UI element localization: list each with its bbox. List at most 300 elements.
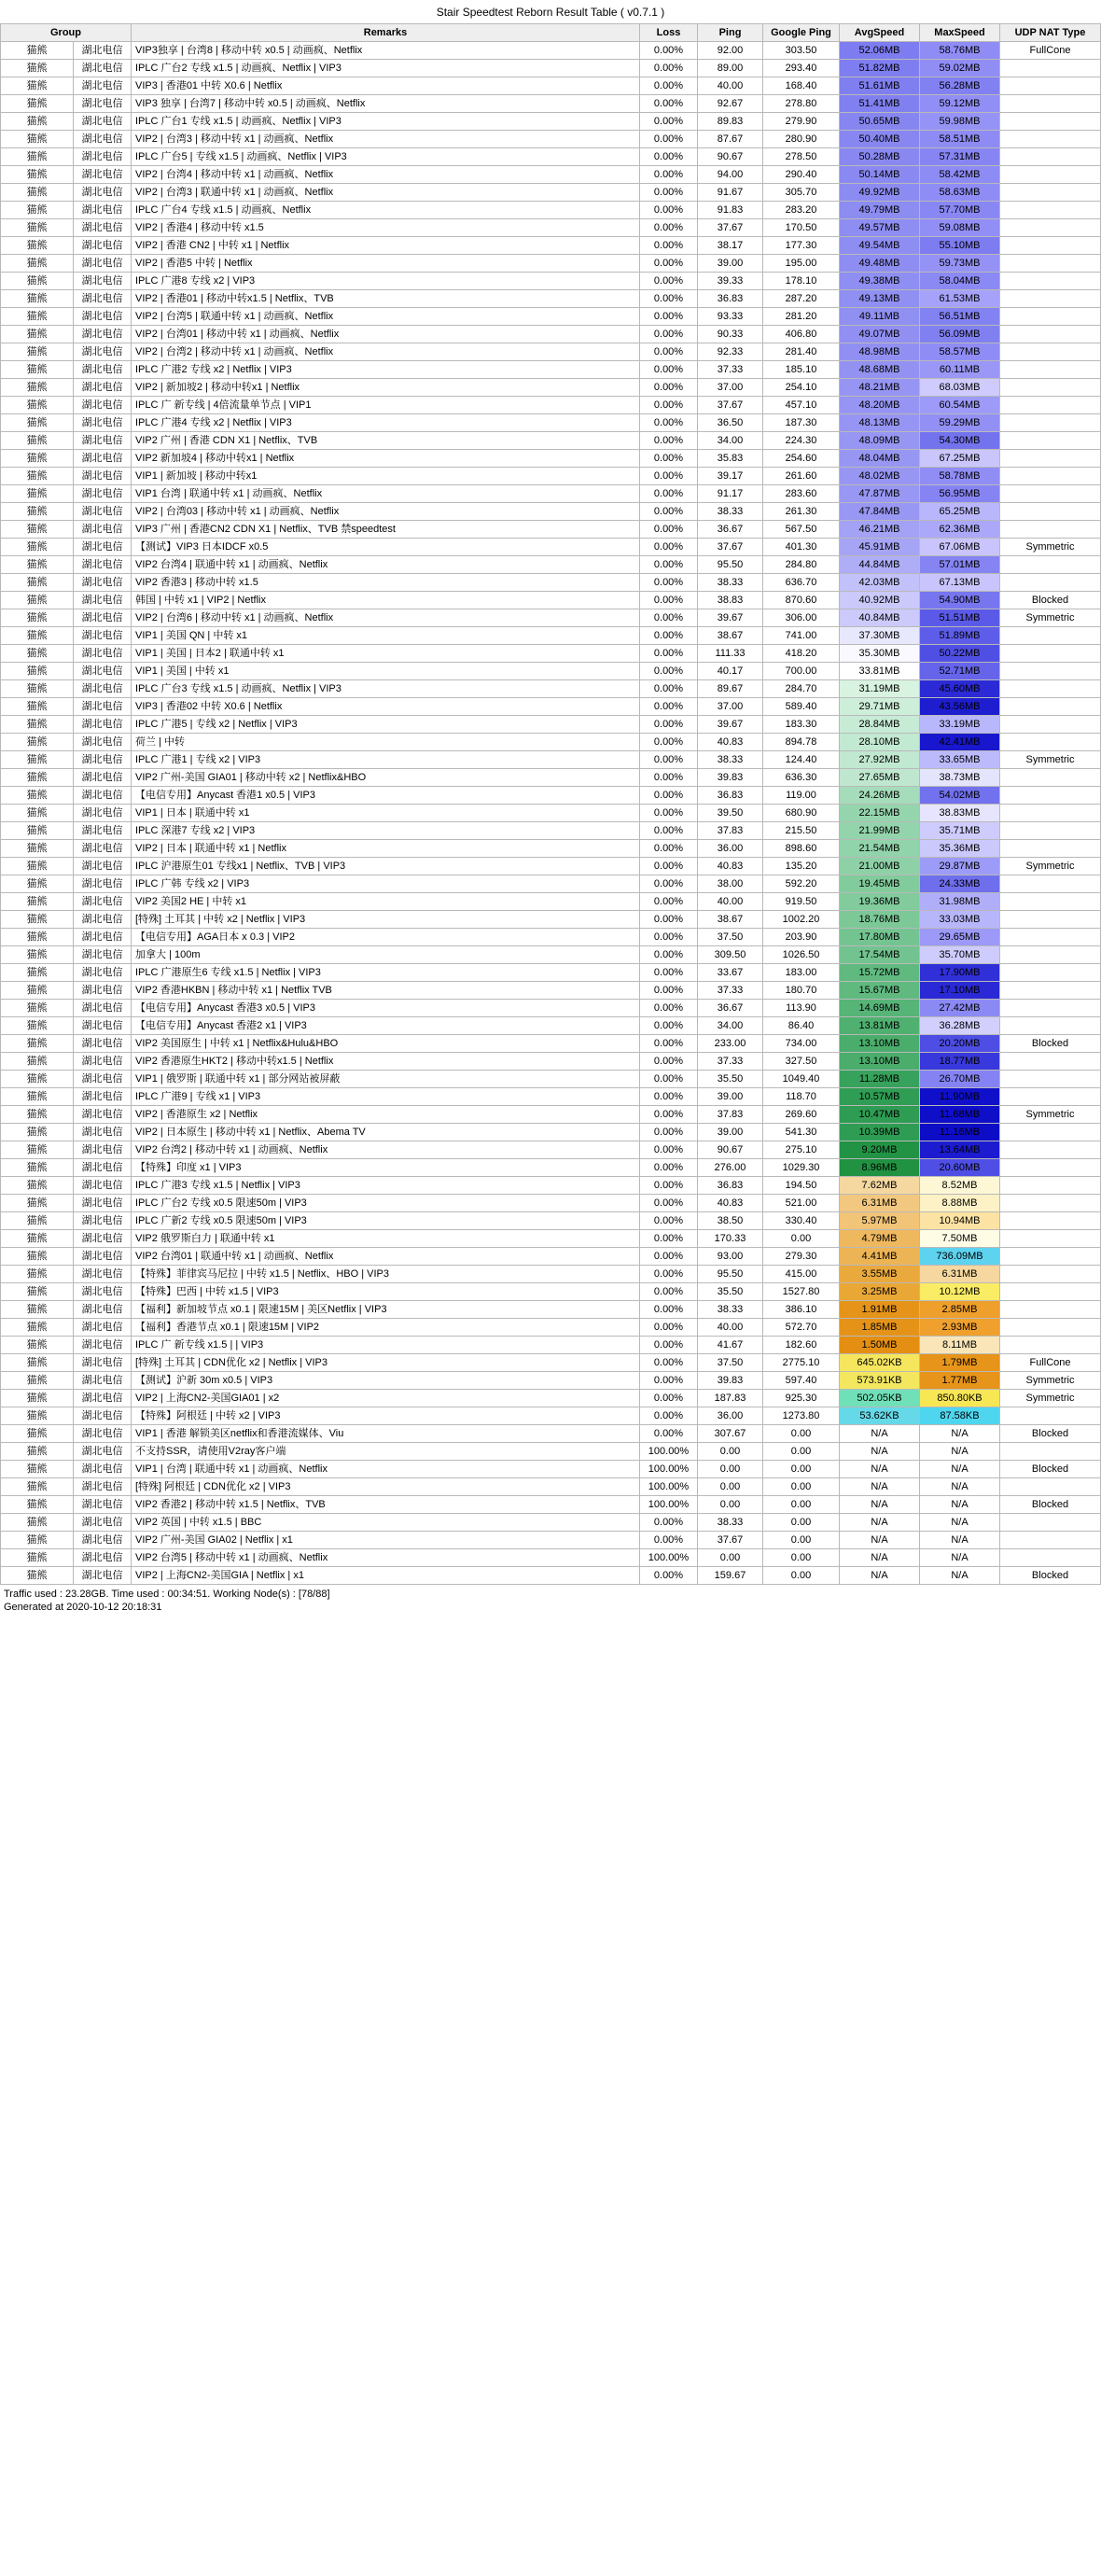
table-row	[1, 343, 1101, 361]
cell-group-2: 湖北电信	[74, 326, 132, 343]
cell-group-1: 猫熊	[1, 1549, 74, 1567]
cell-google-ping: 182.60	[763, 1337, 840, 1354]
cell-group-2: 湖北电信	[74, 911, 132, 929]
cell-group-1: 猫熊	[1, 308, 74, 326]
cell-udp-nat-type	[1000, 1443, 1101, 1461]
cell-remarks: 【特殊】阿根廷 | 中转 x2 | VIP3	[132, 1407, 640, 1425]
cell-udp-nat-type: Symmetric	[1000, 751, 1101, 769]
cell-ping: 95.50	[698, 1266, 763, 1283]
cell-group-1: 猫熊	[1, 1230, 74, 1248]
cell-maxspeed: 51.51MB	[920, 609, 1000, 627]
table-row	[1, 627, 1101, 645]
table-row	[1, 1461, 1101, 1478]
cell-google-ping: 135.20	[763, 858, 840, 875]
cell-google-ping: 183.30	[763, 716, 840, 734]
table-row	[1, 1212, 1101, 1230]
cell-loss: 0.00%	[640, 1071, 698, 1088]
cell-group-1: 猫熊	[1, 77, 74, 95]
table-row	[1, 379, 1101, 397]
cell-loss: 0.00%	[640, 148, 698, 166]
cell-ping: 89.83	[698, 113, 763, 131]
cell-remarks: VIP2 | 台湾2 | 移动中转 x1 | 动画疯、Netflix	[132, 343, 640, 361]
cell-group-2: 湖北电信	[74, 982, 132, 1000]
cell-loss: 0.00%	[640, 1407, 698, 1425]
table-header-row	[1, 24, 1101, 42]
cell-google-ping: 741.00	[763, 627, 840, 645]
cell-maxspeed: 17.10MB	[920, 982, 1000, 1000]
column-header-google-ping: Google Ping	[763, 24, 840, 42]
cell-group-1: 猫熊	[1, 166, 74, 184]
cell-avgspeed: 19.36MB	[840, 893, 920, 911]
cell-group-2: 湖北电信	[74, 503, 132, 521]
cell-avgspeed: 49.48MB	[840, 255, 920, 273]
cell-loss: 0.00%	[640, 77, 698, 95]
cell-google-ping: 279.90	[763, 113, 840, 131]
cell-udp-nat-type	[1000, 929, 1101, 946]
cell-google-ping: 636.30	[763, 769, 840, 787]
cell-remarks: VIP2 | 香港 CN2 | 中转 x1 | Netflix	[132, 237, 640, 255]
cell-group-2: 湖北电信	[74, 343, 132, 361]
table-row	[1, 1106, 1101, 1124]
cell-google-ping: 0.00	[763, 1425, 840, 1443]
cell-group-2: 湖北电信	[74, 1425, 132, 1443]
cell-group-2: 湖北电信	[74, 875, 132, 893]
table-row	[1, 1000, 1101, 1017]
cell-google-ping: 925.30	[763, 1390, 840, 1407]
cell-avgspeed: 13.81MB	[840, 1017, 920, 1035]
cell-ping: 36.83	[698, 787, 763, 805]
cell-group-1: 猫熊	[1, 734, 74, 751]
cell-udp-nat-type	[1000, 166, 1101, 184]
cell-maxspeed: 45.60MB	[920, 680, 1000, 698]
cell-group-2: 湖北电信	[74, 539, 132, 556]
cell-google-ping: 284.80	[763, 556, 840, 574]
cell-avgspeed: 10.39MB	[840, 1124, 920, 1141]
cell-maxspeed: 8.52MB	[920, 1177, 1000, 1195]
cell-ping: 38.33	[698, 574, 763, 592]
cell-loss: 0.00%	[640, 1354, 698, 1372]
cell-google-ping: 305.70	[763, 184, 840, 202]
cell-loss: 0.00%	[640, 680, 698, 698]
cell-loss: 0.00%	[640, 432, 698, 450]
cell-maxspeed: N/A	[920, 1425, 1000, 1443]
table-row	[1, 1337, 1101, 1354]
cell-remarks: VIP2 台湾01 | 联通中转 x1 | 动画疯、Netflix	[132, 1248, 640, 1266]
table-row	[1, 787, 1101, 805]
table-row	[1, 1372, 1101, 1390]
cell-avgspeed: 51.41MB	[840, 95, 920, 113]
cell-udp-nat-type	[1000, 397, 1101, 414]
cell-loss: 0.00%	[640, 219, 698, 237]
cell-group-2: 湖北电信	[74, 1283, 132, 1301]
cell-avgspeed: 22.15MB	[840, 805, 920, 822]
cell-ping: 35.50	[698, 1283, 763, 1301]
cell-ping: 38.33	[698, 503, 763, 521]
cell-ping: 91.83	[698, 202, 763, 219]
cell-group-2: 湖北电信	[74, 113, 132, 131]
cell-udp-nat-type	[1000, 1514, 1101, 1532]
cell-group-2: 湖北电信	[74, 1567, 132, 1585]
cell-avgspeed: 15.72MB	[840, 964, 920, 982]
cell-remarks: 韩国 | 中转 x1 | VIP2 | Netflix	[132, 592, 640, 609]
table-row	[1, 1283, 1101, 1301]
cell-group-2: 湖北电信	[74, 379, 132, 397]
cell-loss: 0.00%	[640, 184, 698, 202]
cell-group-2: 湖北电信	[74, 521, 132, 539]
cell-udp-nat-type	[1000, 822, 1101, 840]
cell-avgspeed: 10.47MB	[840, 1106, 920, 1124]
cell-avgspeed: 48.20MB	[840, 397, 920, 414]
cell-avgspeed: 19.45MB	[840, 875, 920, 893]
cell-group-1: 猫熊	[1, 1283, 74, 1301]
cell-google-ping: 283.60	[763, 485, 840, 503]
cell-maxspeed: 736.09MB	[920, 1248, 1000, 1266]
cell-remarks: VIP2 | 新加坡2 | 移动中转x1 | Netflix	[132, 379, 640, 397]
cell-maxspeed: 6.31MB	[920, 1266, 1000, 1283]
cell-ping: 35.50	[698, 1071, 763, 1088]
cell-group-1: 猫熊	[1, 1053, 74, 1071]
cell-avgspeed: 48.02MB	[840, 468, 920, 485]
cell-google-ping: 303.50	[763, 42, 840, 60]
cell-google-ping: 180.70	[763, 982, 840, 1000]
table-row	[1, 609, 1101, 627]
cell-group-1: 猫熊	[1, 787, 74, 805]
cell-avgspeed: 33.81MB	[840, 663, 920, 680]
cell-group-1: 猫熊	[1, 255, 74, 273]
cell-group-2: 湖北电信	[74, 1124, 132, 1141]
cell-google-ping: 401.30	[763, 539, 840, 556]
cell-loss: 0.00%	[640, 929, 698, 946]
cell-loss: 0.00%	[640, 875, 698, 893]
cell-group-2: 湖北电信	[74, 822, 132, 840]
cell-udp-nat-type	[1000, 1266, 1101, 1283]
cell-remarks: VIP2 | 台湾01 | 移动中转 x1 | 动画疯、Netflix	[132, 326, 640, 343]
cell-remarks: VIP2 | 香港原生 x2 | Netflix	[132, 1106, 640, 1124]
cell-google-ping: 572.70	[763, 1319, 840, 1337]
cell-remarks: VIP2 | 台湾3 | 移动中转 x1 | 动画疯、Netflix	[132, 131, 640, 148]
cell-group-2: 湖北电信	[74, 1141, 132, 1159]
cell-group-2: 湖北电信	[74, 1443, 132, 1461]
cell-group-1: 猫熊	[1, 592, 74, 609]
cell-avgspeed: N/A	[840, 1514, 920, 1532]
cell-remarks: IPLC 广港5 | 专线 x2 | Netflix | VIP3	[132, 716, 640, 734]
cell-avgspeed: 50.65MB	[840, 113, 920, 131]
cell-maxspeed: 35.71MB	[920, 822, 1000, 840]
cell-avgspeed: 49.92MB	[840, 184, 920, 202]
cell-loss: 0.00%	[640, 734, 698, 751]
cell-ping: 0.00	[698, 1549, 763, 1567]
cell-google-ping: 281.40	[763, 343, 840, 361]
cell-group-1: 猫熊	[1, 1177, 74, 1195]
table-row	[1, 148, 1101, 166]
cell-ping: 39.67	[698, 716, 763, 734]
cell-remarks: IPLC 广台2 专线 x1.5 | 动画疯、Netflix | VIP3	[132, 60, 640, 77]
cell-group-1: 猫熊	[1, 1496, 74, 1514]
cell-google-ping: 293.40	[763, 60, 840, 77]
cell-remarks: VIP2 | 上海CN2-美国GIA | Netflix | x1	[132, 1567, 640, 1585]
cell-google-ping: 0.00	[763, 1496, 840, 1514]
cell-udp-nat-type	[1000, 148, 1101, 166]
cell-avgspeed: 51.82MB	[840, 60, 920, 77]
cell-group-1: 猫熊	[1, 822, 74, 840]
cell-ping: 0.00	[698, 1478, 763, 1496]
cell-maxspeed: 27.42MB	[920, 1000, 1000, 1017]
cell-udp-nat-type: FullCone	[1000, 42, 1101, 60]
cell-loss: 0.00%	[640, 1390, 698, 1407]
cell-ping: 87.67	[698, 131, 763, 148]
cell-udp-nat-type	[1000, 379, 1101, 397]
cell-avgspeed: 13.10MB	[840, 1035, 920, 1053]
table-row	[1, 592, 1101, 609]
cell-group-2: 湖北电信	[74, 361, 132, 379]
cell-loss: 0.00%	[640, 663, 698, 680]
cell-loss: 0.00%	[640, 521, 698, 539]
cell-udp-nat-type	[1000, 1159, 1101, 1177]
table-row	[1, 1425, 1101, 1443]
cell-ping: 33.67	[698, 964, 763, 982]
cell-group-2: 湖北电信	[74, 60, 132, 77]
cell-remarks: IPLC 广港9 | 专线 x1 | VIP3	[132, 1088, 640, 1106]
table-row	[1, 1354, 1101, 1372]
cell-udp-nat-type	[1000, 290, 1101, 308]
table-row	[1, 1478, 1101, 1496]
cell-maxspeed: 57.70MB	[920, 202, 1000, 219]
table-row	[1, 1266, 1101, 1283]
cell-group-1: 猫熊	[1, 1195, 74, 1212]
cell-maxspeed: 8.88MB	[920, 1195, 1000, 1212]
cell-remarks: IPLC 广港原生6 专线 x1.5 | Netflix | VIP3	[132, 964, 640, 982]
cell-loss: 0.00%	[640, 556, 698, 574]
cell-maxspeed: 58.63MB	[920, 184, 1000, 202]
table-row	[1, 663, 1101, 680]
table-row	[1, 1230, 1101, 1248]
cell-avgspeed: 47.87MB	[840, 485, 920, 503]
cell-remarks: IPLC 广台3 专线 x1.5 | 动画疯、Netflix | VIP3	[132, 680, 640, 698]
cell-remarks: VIP3 | 香港02 中转 X0.6 | Netflix	[132, 698, 640, 716]
cell-avgspeed: 37.30MB	[840, 627, 920, 645]
cell-maxspeed: 33.65MB	[920, 751, 1000, 769]
cell-ping: 37.67	[698, 539, 763, 556]
cell-group-2: 湖北电信	[74, 237, 132, 255]
cell-ping: 37.83	[698, 1106, 763, 1124]
cell-maxspeed: 2.85MB	[920, 1301, 1000, 1319]
cell-remarks: IPLC 广 新专线 | 4倍流量单节点 | VIP1	[132, 397, 640, 414]
cell-ping: 36.83	[698, 290, 763, 308]
cell-loss: 0.00%	[640, 1035, 698, 1053]
cell-loss: 0.00%	[640, 273, 698, 290]
cell-maxspeed: 59.08MB	[920, 219, 1000, 237]
cell-ping: 40.83	[698, 858, 763, 875]
cell-udp-nat-type	[1000, 432, 1101, 450]
cell-remarks: IPLC 广港1 | 专线 x2 | VIP3	[132, 751, 640, 769]
cell-remarks: VIP2 | 日本原生 | 移动中转 x1 | Netflix、Abema TV	[132, 1124, 640, 1141]
cell-udp-nat-type	[1000, 485, 1101, 503]
cell-avgspeed: 11.28MB	[840, 1071, 920, 1088]
cell-loss: 0.00%	[640, 1088, 698, 1106]
cell-group-1: 猫熊	[1, 273, 74, 290]
cell-udp-nat-type	[1000, 840, 1101, 858]
cell-loss: 100.00%	[640, 1478, 698, 1496]
cell-ping: 37.33	[698, 982, 763, 1000]
cell-loss: 0.00%	[640, 450, 698, 468]
cell-loss: 0.00%	[640, 326, 698, 343]
cell-google-ping: 284.70	[763, 680, 840, 698]
cell-ping: 37.67	[698, 397, 763, 414]
cell-udp-nat-type	[1000, 911, 1101, 929]
cell-remarks: VIP2 美国原生 | 中转 x1 | Netflix&Hulu&HBO	[132, 1035, 640, 1053]
cell-google-ping: 178.10	[763, 273, 840, 290]
cell-maxspeed: 38.83MB	[920, 805, 1000, 822]
table-row	[1, 42, 1101, 60]
cell-google-ping: 275.10	[763, 1141, 840, 1159]
cell-google-ping: 170.50	[763, 219, 840, 237]
cell-ping: 90.33	[698, 326, 763, 343]
cell-maxspeed: 20.20MB	[920, 1035, 1000, 1053]
cell-group-1: 猫熊	[1, 1390, 74, 1407]
cell-google-ping: 185.10	[763, 361, 840, 379]
cell-group-2: 湖北电信	[74, 308, 132, 326]
cell-google-ping: 281.20	[763, 308, 840, 326]
table-title: Stair Speedtest Reborn Result Table ( v0.7.1 )	[436, 6, 665, 19]
cell-ping: 37.67	[698, 1532, 763, 1549]
cell-group-1: 猫熊	[1, 751, 74, 769]
cell-loss: 0.00%	[640, 1177, 698, 1195]
cell-group-2: 湖北电信	[74, 1071, 132, 1088]
cell-maxspeed: 60.11MB	[920, 361, 1000, 379]
cell-loss: 0.00%	[640, 858, 698, 875]
cell-maxspeed: N/A	[920, 1549, 1000, 1567]
cell-ping: 94.00	[698, 166, 763, 184]
cell-udp-nat-type	[1000, 1283, 1101, 1301]
column-header-loss: Loss	[640, 24, 698, 42]
cell-avgspeed: 42.03MB	[840, 574, 920, 592]
cell-maxspeed: 58.57MB	[920, 343, 1000, 361]
cell-group-2: 湖北电信	[74, 592, 132, 609]
cell-ping: 38.83	[698, 592, 763, 609]
table-row	[1, 184, 1101, 202]
cell-loss: 0.00%	[640, 1141, 698, 1159]
cell-loss: 100.00%	[640, 1549, 698, 1567]
cell-udp-nat-type	[1000, 1212, 1101, 1230]
cell-group-2: 湖北电信	[74, 485, 132, 503]
cell-udp-nat-type	[1000, 521, 1101, 539]
cell-maxspeed: 61.53MB	[920, 290, 1000, 308]
cell-avgspeed: 17.80MB	[840, 929, 920, 946]
cell-google-ping: 203.90	[763, 929, 840, 946]
cell-remarks: VIP2 新加坡4 | 移动中转x1 | Netflix	[132, 450, 640, 468]
cell-group-2: 湖北电信	[74, 148, 132, 166]
table-row	[1, 840, 1101, 858]
cell-udp-nat-type	[1000, 716, 1101, 734]
cell-udp-nat-type	[1000, 946, 1101, 964]
cell-ping: 111.33	[698, 645, 763, 663]
cell-remarks: VIP2 台湾4 | 联通中转 x1 | 动画疯、Netflix	[132, 556, 640, 574]
cell-ping: 91.17	[698, 485, 763, 503]
cell-remarks: 【福利】香港节点 x0.1 | 限速15M | VIP2	[132, 1319, 640, 1337]
cell-ping: 37.00	[698, 698, 763, 716]
cell-group-1: 猫熊	[1, 680, 74, 698]
cell-ping: 89.00	[698, 60, 763, 77]
cell-udp-nat-type	[1000, 60, 1101, 77]
cell-group-1: 猫熊	[1, 716, 74, 734]
cell-google-ping: 680.90	[763, 805, 840, 822]
cell-loss: 0.00%	[640, 698, 698, 716]
cell-ping: 0.00	[698, 1461, 763, 1478]
cell-remarks: VIP1 | 美国 | 日本2 | 联通中转 x1	[132, 645, 640, 663]
cell-maxspeed: 87.58KB	[920, 1407, 1000, 1425]
table-row	[1, 822, 1101, 840]
cell-group-1: 猫熊	[1, 964, 74, 982]
cell-avgspeed: 6.31MB	[840, 1195, 920, 1212]
cell-group-2: 湖北电信	[74, 964, 132, 982]
table-row	[1, 468, 1101, 485]
cell-google-ping: 597.40	[763, 1372, 840, 1390]
cell-loss: 0.00%	[640, 1372, 698, 1390]
cell-loss: 0.00%	[640, 574, 698, 592]
cell-loss: 0.00%	[640, 131, 698, 148]
cell-group-1: 猫熊	[1, 95, 74, 113]
cell-group-1: 猫熊	[1, 343, 74, 361]
cell-udp-nat-type	[1000, 734, 1101, 751]
cell-remarks: VIP2 | 香港01 | 移动中转x1.5 | Netflix、TVB	[132, 290, 640, 308]
cell-avgspeed: 48.09MB	[840, 432, 920, 450]
cell-google-ping: 278.80	[763, 95, 840, 113]
cell-udp-nat-type	[1000, 77, 1101, 95]
cell-remarks: IPLC 广台1 专线 x1.5 | 动画疯、Netflix | VIP3	[132, 113, 640, 131]
cell-group-1: 猫熊	[1, 148, 74, 166]
cell-remarks: VIP3 | 香港01 中转 X0.6 | Netflix	[132, 77, 640, 95]
cell-loss: 0.00%	[640, 805, 698, 822]
cell-google-ping: 187.30	[763, 414, 840, 432]
table-row	[1, 539, 1101, 556]
cell-group-1: 猫熊	[1, 1017, 74, 1035]
cell-group-1: 猫熊	[1, 1071, 74, 1088]
cell-udp-nat-type	[1000, 769, 1101, 787]
cell-group-1: 猫熊	[1, 1124, 74, 1141]
table-row	[1, 893, 1101, 911]
cell-udp-nat-type	[1000, 1248, 1101, 1266]
cell-udp-nat-type	[1000, 326, 1101, 343]
cell-group-1: 猫熊	[1, 539, 74, 556]
cell-udp-nat-type	[1000, 805, 1101, 822]
cell-maxspeed: 58.76MB	[920, 42, 1000, 60]
table-row	[1, 875, 1101, 893]
cell-avgspeed: 49.57MB	[840, 219, 920, 237]
cell-group-2: 湖北电信	[74, 1248, 132, 1266]
cell-remarks: IPLC 广港8 专线 x2 | VIP3	[132, 273, 640, 290]
cell-group-2: 湖北电信	[74, 202, 132, 219]
column-header-remarks: Remarks	[132, 24, 640, 42]
cell-group-2: 湖北电信	[74, 42, 132, 60]
cell-group-2: 湖北电信	[74, 1319, 132, 1337]
cell-maxspeed: 58.04MB	[920, 273, 1000, 290]
table-row	[1, 982, 1101, 1000]
cell-maxspeed: 67.25MB	[920, 450, 1000, 468]
table-row	[1, 202, 1101, 219]
cell-google-ping: 177.30	[763, 237, 840, 255]
cell-remarks: [特殊] 土耳其 | CDN优化 x2 | Netflix | VIP3	[132, 1354, 640, 1372]
cell-udp-nat-type: Symmetric	[1000, 1106, 1101, 1124]
table-row	[1, 131, 1101, 148]
cell-remarks: 【特殊】印度 x1 | VIP3	[132, 1159, 640, 1177]
cell-udp-nat-type: Blocked	[1000, 1035, 1101, 1053]
table-row	[1, 1532, 1101, 1549]
cell-loss: 0.00%	[640, 946, 698, 964]
cell-group-1: 猫熊	[1, 1461, 74, 1478]
cell-ping: 36.67	[698, 521, 763, 539]
cell-maxspeed: 35.36MB	[920, 840, 1000, 858]
cell-ping: 40.83	[698, 734, 763, 751]
